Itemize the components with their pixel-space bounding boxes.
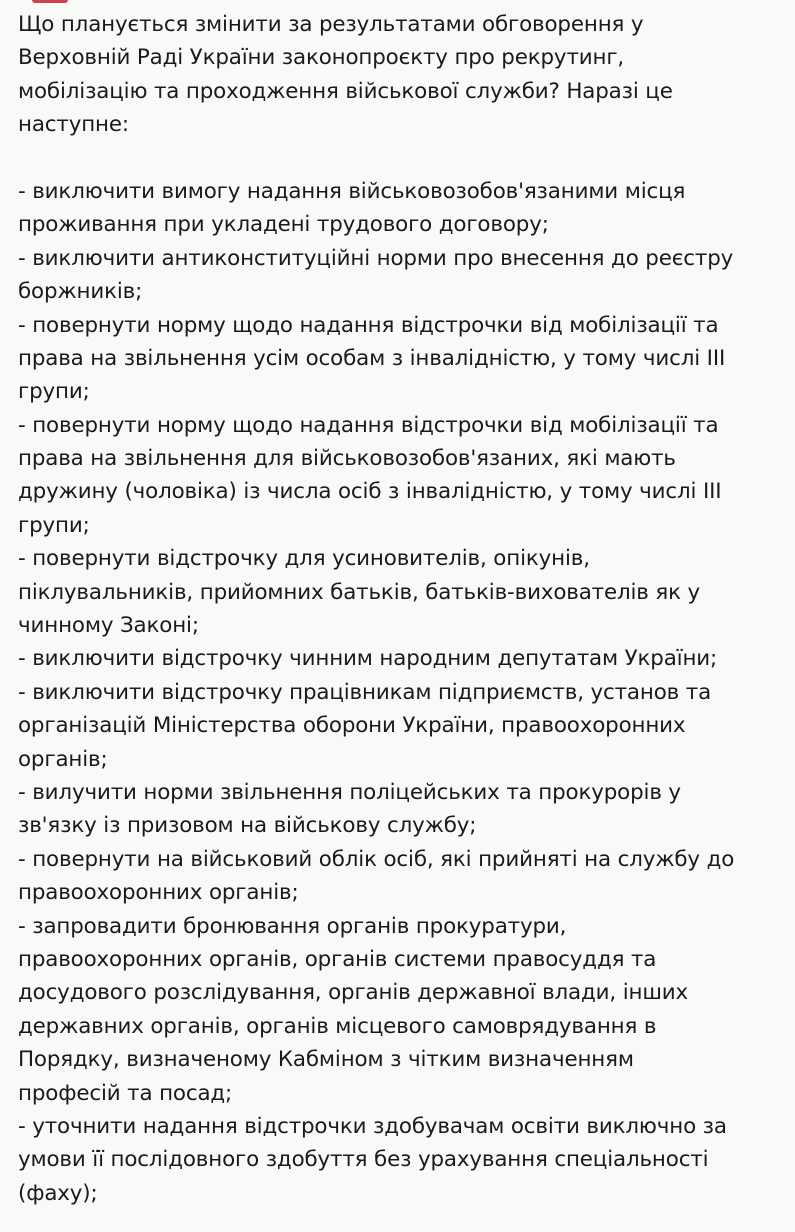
- list-line: правоохоронних органів;: [18, 880, 299, 906]
- list-line: досудового розслідування, органів державної влади, інших: [18, 980, 689, 1006]
- list-line: - повернути на військовий облік осіб, які прийняті на службу до: [18, 846, 735, 872]
- list-line: - виключити антиконституційні норми про внесення до реєстру: [18, 245, 734, 271]
- list-line: - виключити відстрочку працівникам підприємств, установ та: [18, 679, 712, 705]
- list-line: - повернути норму щодо надання відстрочки від мобілізації та: [18, 312, 719, 338]
- document-text: [0, 8, 795, 1210]
- list-line: чинному Законі;: [18, 613, 199, 639]
- list-line: групи;: [18, 512, 90, 538]
- list-line: права на звільнення для військовозобов'язаних, які мають: [18, 446, 676, 472]
- list-line: - вилучити норми звільнення поліцейських та прокурорів у: [18, 779, 681, 805]
- list-line: боржників;: [18, 279, 143, 305]
- list-line: державних органів, органів місцевого самоврядування в: [18, 1013, 657, 1039]
- list-line: умови її послідовного здобуття без урахування спеціальності: [18, 1147, 709, 1173]
- list-line: проживання при укладені трудового договору;: [18, 212, 549, 238]
- list-line: Порядку, визначеному Кабміном з чітким визначенням: [18, 1047, 634, 1073]
- list-line: організацій Міністерства оборони України, правоохоронних: [18, 713, 686, 739]
- list-line: органів;: [18, 746, 108, 772]
- list-line: - уточнити надання відстрочки здобувачам освіти виключно за: [18, 1113, 727, 1139]
- list-line: піклувальників, прийомних батьків, батьків-вихователів як у: [18, 579, 701, 605]
- list-line: - повернути відстрочку для усиновителів, опікунів,: [18, 546, 590, 572]
- intro-line: наступне:: [18, 112, 129, 138]
- list-line: зв'язку із призовом на військову службу;: [18, 813, 477, 839]
- list-line: (фаху);: [18, 1180, 98, 1206]
- list-line: групи;: [18, 379, 90, 405]
- intro-line: Верховній Раді України законопроєкту про рекрутинг,: [18, 45, 625, 71]
- list-line: - повернути норму щодо надання відстрочки від мобілізації та: [18, 412, 719, 438]
- intro-line: мобілізацію та проходження військової служби? Наразі це: [18, 78, 673, 104]
- list-line: дружину (чоловіка) із числа осіб з інвалідністю, у тому числі ІІІ: [18, 479, 722, 505]
- list-line: - виключити відстрочку чинним народним депутатам України;: [18, 646, 718, 672]
- list-line: - запровадити бронювання органів прокуратури,: [18, 913, 567, 939]
- list-line: професій та посад;: [18, 1080, 233, 1106]
- intro-line: Що планується змінити за результатами обговорення у: [18, 12, 644, 37]
- top-edge-mark: [32, 0, 68, 3]
- list-line: правоохоронних органів, органів системи правосуддя та: [18, 946, 657, 972]
- list-line: права на звільнення усім особам з інвалідністю, у тому числі ІІІ: [18, 345, 726, 371]
- list-line: - виключити вимогу надання військовозобов'язаними місця: [18, 178, 686, 204]
- paragraph-gap: [18, 142, 787, 175]
